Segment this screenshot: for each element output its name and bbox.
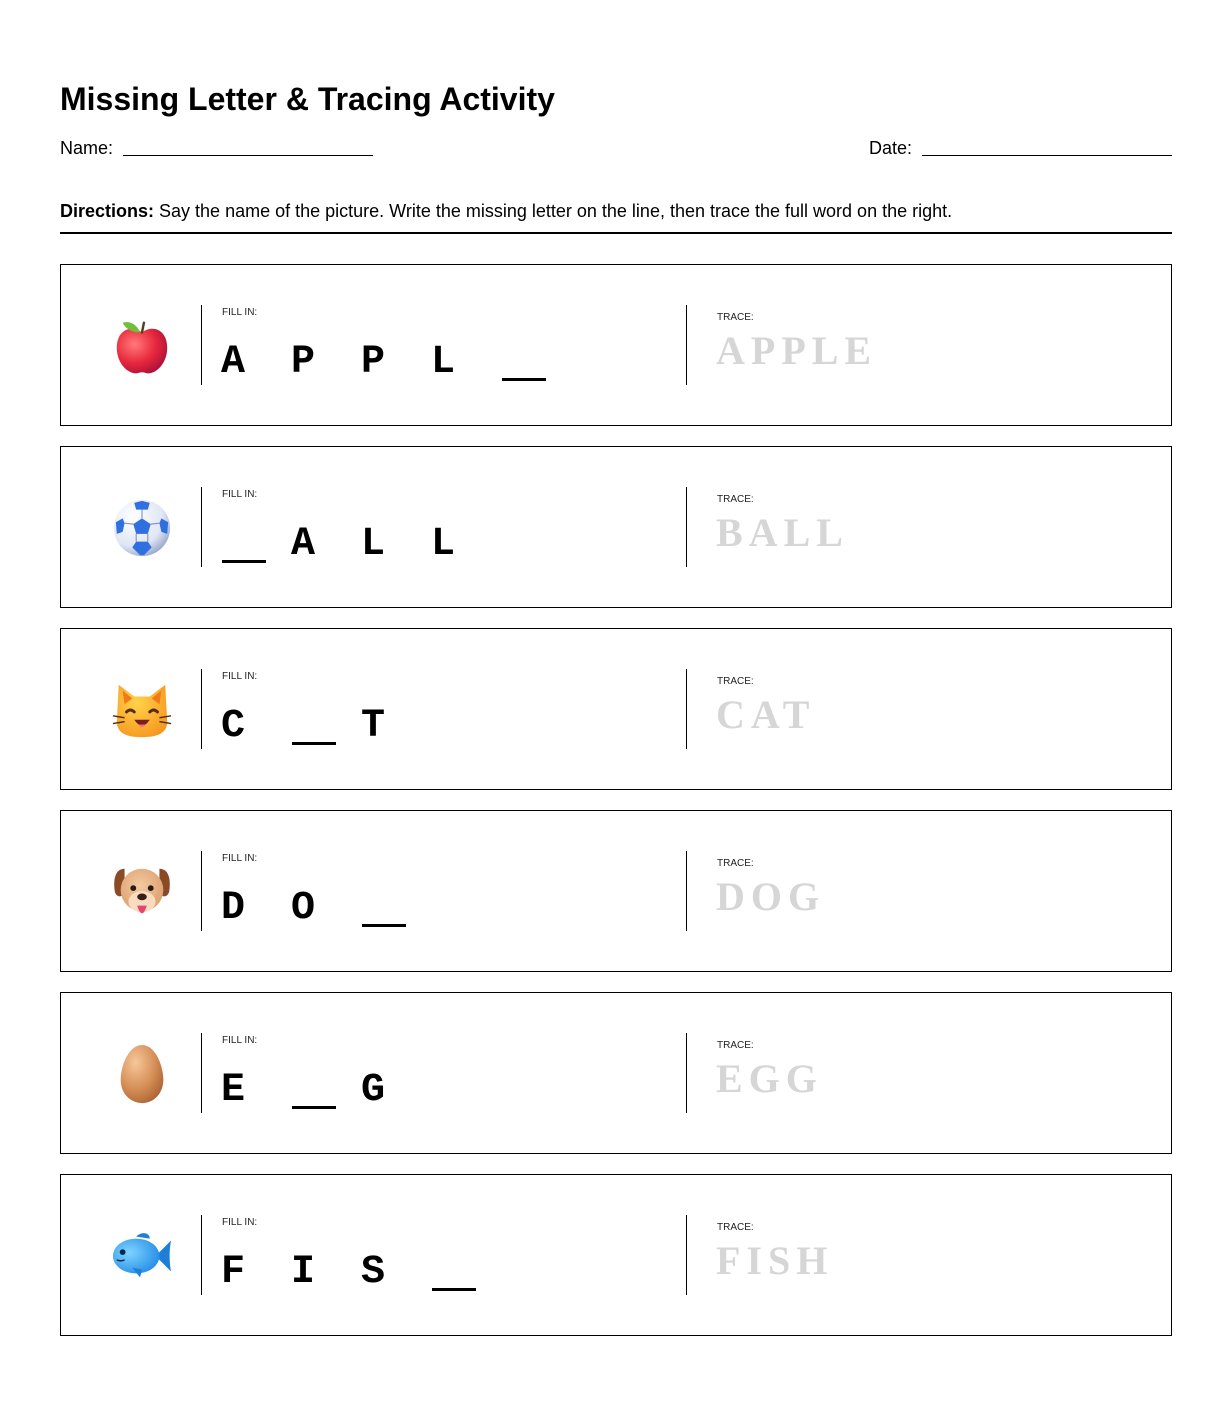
activity-row [60,446,1172,608]
blank-line [432,1288,476,1291]
row-divider [686,305,687,385]
missing-letter-blank[interactable] [221,523,291,567]
missing-letter-blank[interactable] [291,1069,361,1113]
trace-word[interactable]: APPLE [716,328,878,373]
activity-row [60,264,1172,426]
fill-in-label: FILL IN: [222,671,258,682]
missing-letter-blank[interactable] [361,887,431,931]
letter: I [291,1250,316,1295]
trace-label: TRACE: [717,1040,754,1051]
letter-cell [221,341,291,385]
row-divider [201,669,202,749]
letter: P [291,340,316,385]
letter-cell [361,523,431,567]
activity-row [60,992,1172,1154]
blank-line [292,742,336,745]
letter: L [431,522,456,567]
activity-row [60,1174,1172,1336]
fish-icon [111,1225,173,1287]
row-divider [686,1033,687,1113]
trace-word[interactable]: CAT [716,692,816,737]
name-line[interactable] [123,138,373,156]
trace-label: TRACE: [717,494,754,505]
letter: A [221,340,246,385]
fill-in-label: FILL IN: [222,1217,258,1228]
fill-in-letters [221,1245,501,1295]
fill-in-label: FILL IN: [222,489,258,500]
missing-letter-blank[interactable] [291,705,361,749]
fill-in-letters [221,699,431,749]
letter: L [431,340,456,385]
letter: P [361,340,386,385]
row-divider [201,305,202,385]
missing-letter-blank[interactable] [431,1251,501,1295]
letter-cell [431,341,501,385]
letter: T [361,704,386,749]
row-divider [686,1215,687,1295]
date-field-group [869,138,1172,159]
row-divider [201,851,202,931]
date-label: Date: [868,138,912,158]
trace-word[interactable]: FISH [716,1238,834,1283]
trace-label: TRACE: [717,312,754,323]
row-divider [201,1215,202,1295]
fill-in-letters [221,1063,431,1113]
letter-cell [291,1251,361,1295]
trace-label: TRACE: [717,1222,754,1233]
letter: S [361,1250,386,1295]
date-line[interactable] [922,138,1172,156]
soccer-ball-icon [111,497,173,559]
fill-in-letters [221,517,501,567]
trace-word[interactable]: DOG [716,874,826,919]
directions-text: Say the name of the picture. Write the missing letter on the line, then trace the full word on the right. [154,201,953,221]
row-divider [686,669,687,749]
letter: D [221,886,246,931]
trace-label: TRACE: [717,676,754,687]
egg-icon [111,1043,173,1105]
directions-label: Directions: [60,201,155,221]
letter: C [221,704,246,749]
blank-line [292,1106,336,1109]
letter-cell [431,523,501,567]
activity-rows [60,264,1172,1356]
letter-cell [291,523,361,567]
fill-in-letters [221,881,431,931]
name-field-group [60,138,373,159]
name-label: Name: [60,138,114,158]
info-row [60,138,1172,162]
letter: O [291,886,316,931]
fill-in-label: FILL IN: [222,1035,258,1046]
letter: F [221,1250,246,1295]
letter: A [291,522,316,567]
letter-cell [361,1069,431,1113]
apple-icon [111,315,173,377]
letter-cell [291,341,361,385]
trace-word[interactable]: EGG [716,1056,823,1101]
letter: L [361,522,386,567]
letter: G [361,1068,386,1113]
row-divider [686,487,687,567]
page-title: Missing Letter & Tracing Activity [60,81,555,117]
fill-in-label: FILL IN: [222,853,258,864]
fill-in-label: FILL IN: [222,307,258,318]
letter-cell [361,705,431,749]
blank-line [362,924,406,927]
fill-in-letters [221,335,571,385]
blank-line [502,378,546,381]
trace-label: TRACE: [717,858,754,869]
letter-cell [221,1069,291,1113]
letter-cell [291,887,361,931]
letter-cell [361,341,431,385]
row-divider [201,487,202,567]
letter-cell [361,1251,431,1295]
directions [60,200,1172,234]
letter-cell [221,1251,291,1295]
row-divider [201,1033,202,1113]
letter: E [221,1068,246,1113]
missing-letter-blank[interactable] [501,341,571,385]
letter-cell [221,887,291,931]
activity-row [60,810,1172,972]
activity-row [60,628,1172,790]
blank-line [222,560,266,563]
trace-word[interactable]: BALL [716,510,849,555]
letter-cell [221,705,291,749]
cat-face-icon [111,679,173,741]
row-divider [686,851,687,931]
dog-face-icon [111,861,173,923]
